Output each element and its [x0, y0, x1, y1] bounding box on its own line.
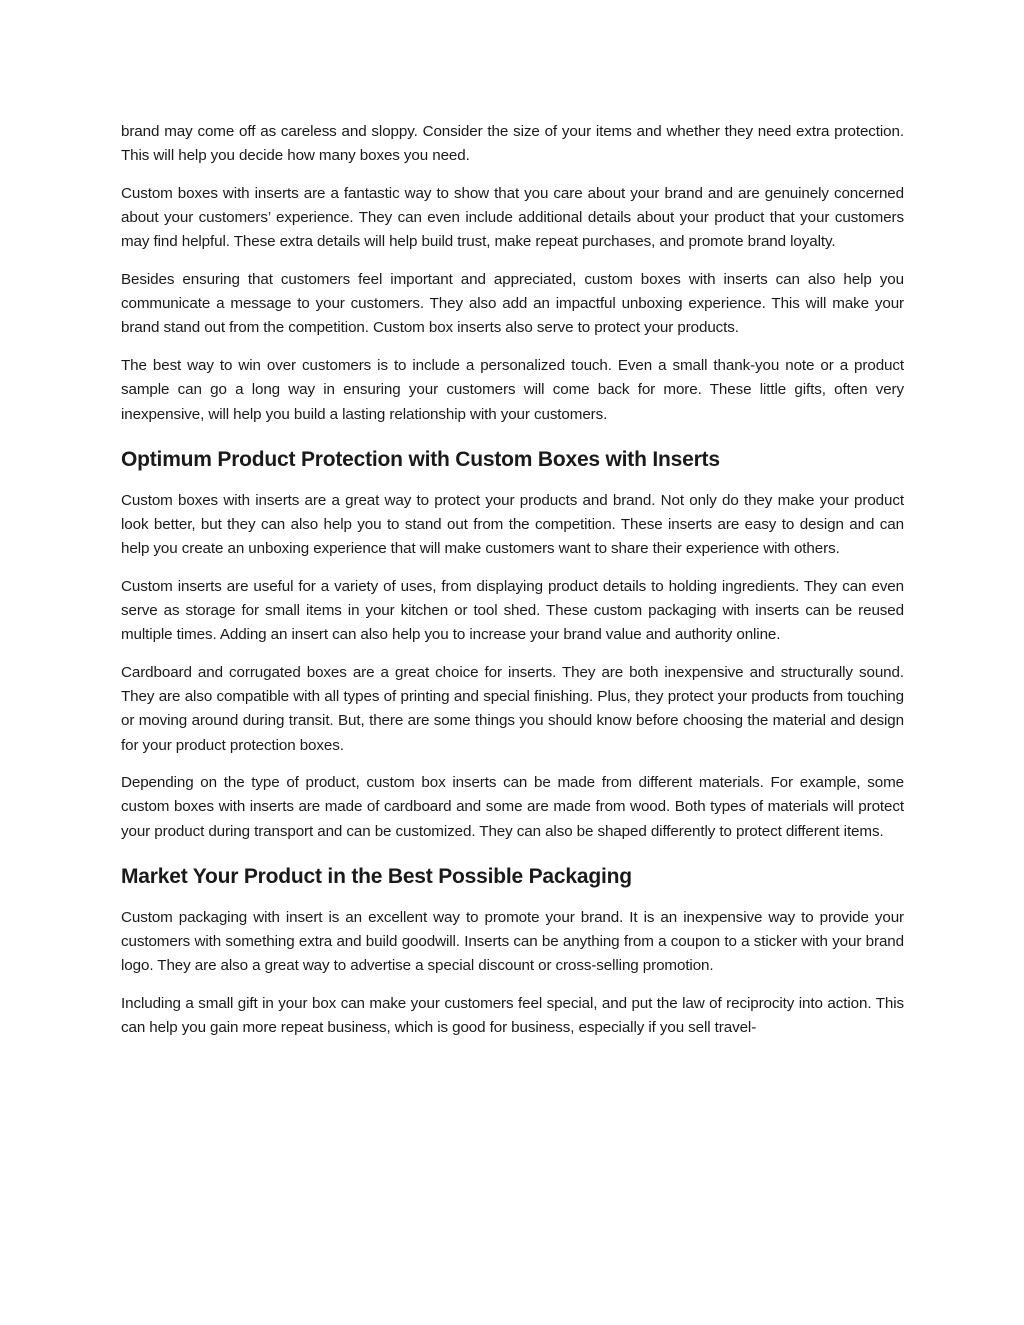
paragraph: Depending on the type of product, custom box inserts can be made from different materials. For example, some custom boxes with inserts are made of cardboard and some are made from wood. Both types of materials will protect your product during transport and can be customized. They can also be shaped differently to protect different items.	[121, 774, 904, 840]
paragraph: Custom packaging with insert is an excellent way to promote your brand. It is an inexpensive way to provide your customers with something extra and build goodwill. Inserts can be anything from a coupon to a sticker with your brand logo. They are also a great way to advertise a special discount or cross-selling promotion.	[121, 908, 904, 975]
paragraph: Including a small gift in your box can make your customers feel special, and put the law of reciprocity into action. This can help you gain more repeat business, which is good for business, especially if you sell travel-	[121, 994, 904, 1037]
paragraph: Besides ensuring that customers feel important and appreciated, custom boxes with inserts can also help you communicate a message to your customers. They also add an impactful unboxing experience. This will make your brand stand out from the competition. Custom box inserts also serve to protect your products.	[121, 271, 904, 337]
paragraph: The best way to win over customers is to include a personalized touch. Even a small thank-you note or a product sample can go a long way in ensuring your customers will come back for more. These little gifts, often very inexpensive, will help you build a lasting relationship with your customers.	[121, 357, 904, 423]
paragraph: Custom boxes with inserts are a fantastic way to show that you care about your brand and are genuinely concerned about your customers’ experience. They can even include additional details about your product that your customers may find helpful. These extra details will help build trust, make repeat purchases, and promote brand loyalty.	[121, 184, 904, 251]
section-heading: Optimum Product Protection with Custom Boxes with Inserts	[121, 447, 720, 471]
paragraph: Custom boxes with inserts are a great way to protect your products and brand. Not only do they make your product look better, but they can also help you to stand out from the competition. These inserts are easy to design and can help you create an unboxing experience that will make customers want to share their experience with others.	[121, 491, 904, 558]
paragraph: Custom inserts are useful for a variety of uses, from displaying product details to holding ingredients. They can even serve as storage for small items in your kitchen or tool shed. These custom packaging with inserts can be reused multiple times. Adding an insert can also help you to increase your brand value and authority online.	[121, 577, 904, 644]
paragraph: Cardboard and corrugated boxes are a great choice for inserts. They are both inexpensive and structurally sound. They are also compatible with all types of printing and special finishing. Plus, they protect your products from touching or moving around during transit. But, there are some things you should know before choosing the material and design for your product protection boxes.	[121, 663, 904, 754]
section-heading: Market Your Product in the Best Possible Packaging	[121, 864, 632, 888]
paragraph: brand may come off as careless and sloppy. Consider the size of your items and whether they need extra protection. This will help you decide how many boxes you need.	[121, 123, 904, 165]
document-page	[121, 120, 904, 1054]
